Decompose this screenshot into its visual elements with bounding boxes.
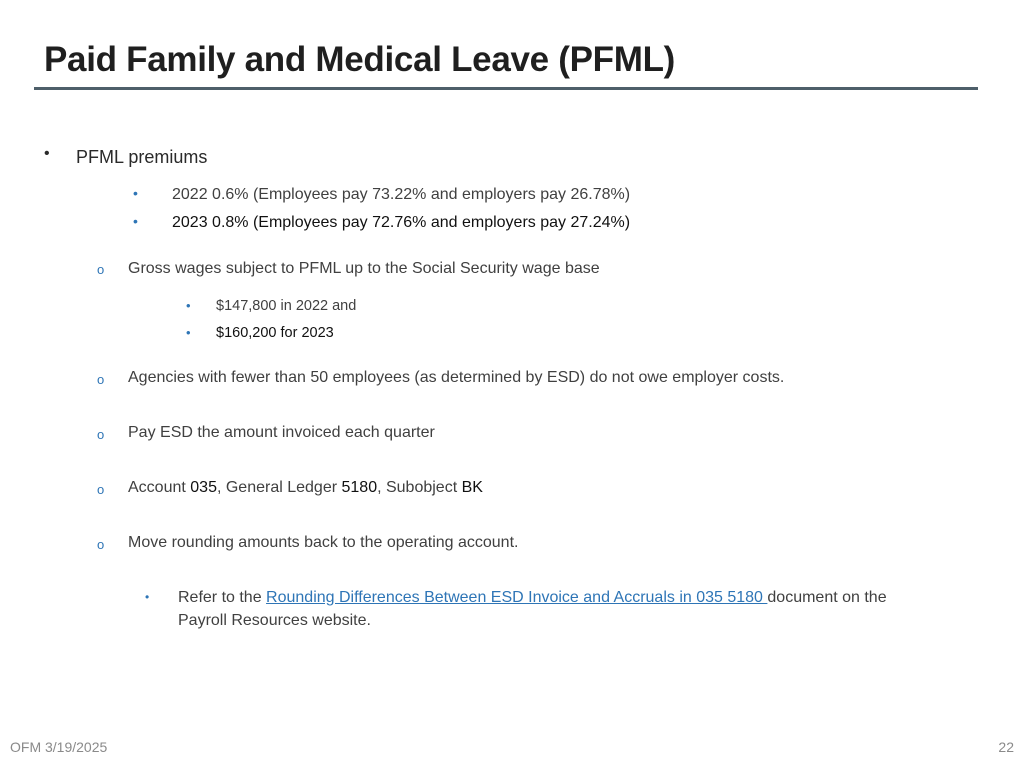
bullet-gross-wages: Gross wages subject to PFML up to the Social Security wage base (128, 260, 600, 277)
bullet-dot-icon: • (133, 185, 138, 201)
account-mid-1: , General Ledger (216, 479, 342, 496)
bullet-dot-icon: • (44, 145, 50, 162)
account-number: 035 (190, 479, 217, 496)
rounding-differences-link[interactable]: Rounding Differences Between ESD Invoice and Accruals in 035 5180 (266, 589, 768, 606)
bullet-dot-icon: • (133, 213, 138, 229)
footer-date: OFM 3/19/2025 (10, 739, 108, 755)
bullet-rate-2022: 2022 0.6% (Employees pay 73.22% and employers pay 26.78%) (172, 186, 631, 203)
bullet-circle-icon: o (97, 372, 105, 387)
bullet-refer-line-2: Payroll Resources website. (178, 612, 371, 629)
refer-suffix: document on the (767, 589, 887, 606)
bullet-dot-icon: • (186, 298, 191, 313)
bullet-dot-icon: • (145, 590, 150, 604)
bullet-circle-icon: o (97, 482, 105, 497)
bullet-wage-2022: $147,800 in 2022 and (216, 298, 357, 314)
bullet-pfml-premiums: PFML premiums (76, 147, 208, 167)
refer-prefix: Refer to the (178, 589, 267, 606)
subobject-code: BK (461, 479, 483, 496)
bullet-circle-icon: o (97, 537, 105, 552)
bullet-agencies: Agencies with fewer than 50 employees (as determined by ESD) do not owe employer costs. (128, 369, 785, 386)
bullet-rounding: Move rounding amounts back to the operating account. (128, 534, 519, 551)
bullet-refer (178, 589, 887, 607)
general-ledger-number: 5180 (341, 479, 378, 496)
bullet-dot-icon: • (186, 325, 191, 340)
title-divider (34, 87, 978, 90)
page-number: 22 (998, 739, 1014, 755)
slide-title: Paid Family and Medical Leave (PFML) (44, 40, 676, 79)
account-mid-2: , Subobject (377, 479, 462, 496)
bullet-pay-esd: Pay ESD the amount invoiced each quarter (128, 424, 435, 441)
account-prefix: Account (128, 479, 191, 496)
bullet-account (128, 479, 483, 497)
bullet-circle-icon: o (97, 427, 105, 442)
bullet-rate-2023: 2023 0.8% (Employees pay 72.76% and employers pay 27.24%) (172, 214, 631, 231)
bullet-wage-2023: $160,200 for 2023 (216, 325, 334, 341)
bullet-circle-icon: o (97, 262, 105, 277)
